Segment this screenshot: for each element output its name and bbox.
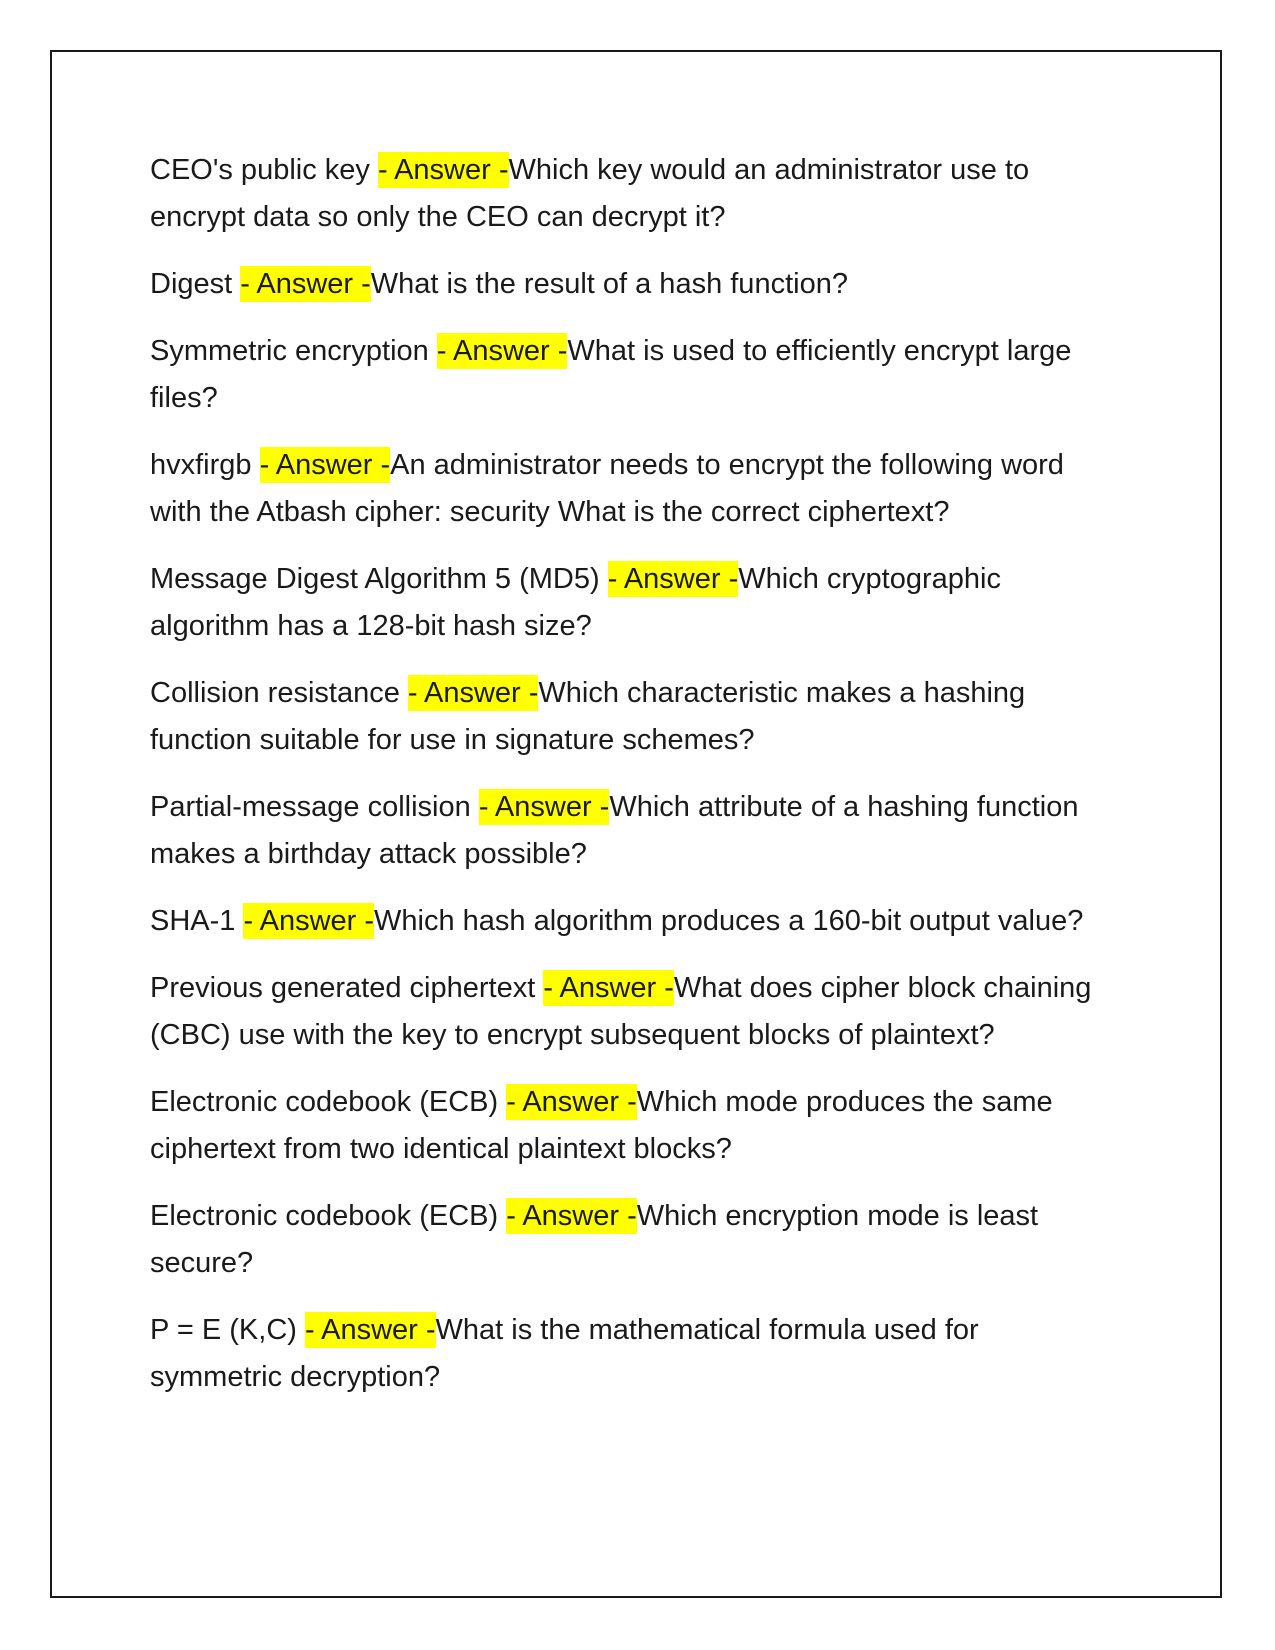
answer-marker: - Answer - — [543, 972, 674, 1004]
answer-marker: - Answer - — [436, 335, 568, 367]
question-text: Which attribute of a hashing function makes a birthday attack possible? — [150, 791, 1079, 870]
document-body — [150, 147, 1100, 1421]
qa-item — [150, 784, 1100, 878]
question-text: Which key would an administrator use to encrypt data so only the CEO can decrypt it? — [150, 154, 1030, 233]
qa-item — [150, 556, 1100, 650]
answer-marker: - Answer - — [259, 449, 391, 481]
answer-text: CEO's public key — [150, 154, 370, 186]
question-text: Which characteristic makes a hashing function suitable for use in signature schemes? — [150, 677, 1026, 756]
qa-item — [150, 261, 1100, 308]
answer-marker: - Answer - — [377, 154, 509, 186]
qa-item — [150, 1307, 1100, 1401]
question-text: What is the result of a hash function? — [370, 268, 848, 300]
qa-item — [150, 328, 1100, 422]
qa-item — [150, 670, 1100, 764]
answer-text: Electronic codebook (ECB) — [150, 1200, 499, 1232]
question-text: Which encryption mode is least secure? — [150, 1200, 1039, 1279]
qa-item — [150, 965, 1100, 1059]
answer-text: Partial-message collision — [150, 791, 471, 823]
answer-text: P = E (K,C) — [150, 1314, 297, 1346]
answer-marker: - Answer - — [407, 677, 539, 709]
answer-marker: - Answer - — [305, 1314, 436, 1346]
answer-marker: - Answer - — [478, 791, 610, 823]
answer-marker: - Answer - — [506, 1086, 637, 1118]
question-text: An administrator needs to encrypt the following word with the Atbash cipher: security What is the correct ciphertext? — [150, 449, 1064, 528]
qa-item — [150, 1079, 1100, 1173]
answer-marker: - Answer - — [243, 905, 375, 937]
answer-text: Symmetric encryption — [150, 335, 429, 367]
question-text: What is the mathematical formula used for symmetric decryption? — [150, 1314, 979, 1393]
question-text: Which mode produces the same ciphertext from two identical plaintext blocks? — [150, 1086, 1053, 1165]
answer-text: Digest — [150, 268, 233, 300]
answer-marker: - Answer - — [506, 1200, 637, 1232]
answer-text: hvxfirgb — [150, 449, 252, 481]
question-text: Which hash algorithm produces a 160-bit output value? — [374, 905, 1084, 937]
qa-item — [150, 898, 1100, 945]
answer-text: Message Digest Algorithm 5 (MD5) — [150, 563, 600, 595]
answer-text: Previous generated ciphertext — [150, 972, 536, 1004]
answer-text: Collision resistance — [150, 677, 400, 709]
answer-text: SHA-1 — [150, 905, 236, 937]
qa-item — [150, 147, 1100, 241]
question-text: What does cipher block chaining (CBC) use with the key to encrypt subsequent blocks of plaintext? — [150, 972, 1092, 1051]
answer-marker: - Answer - — [240, 268, 371, 300]
qa-item — [150, 1193, 1100, 1287]
answer-marker: - Answer - — [607, 563, 739, 595]
question-text: What is used to efficiently encrypt large files? — [150, 335, 1072, 414]
qa-item — [150, 442, 1100, 536]
question-text: Which cryptographic algorithm has a 128-bit hash size? — [150, 563, 1001, 642]
answer-text: Electronic codebook (ECB) — [150, 1086, 499, 1118]
